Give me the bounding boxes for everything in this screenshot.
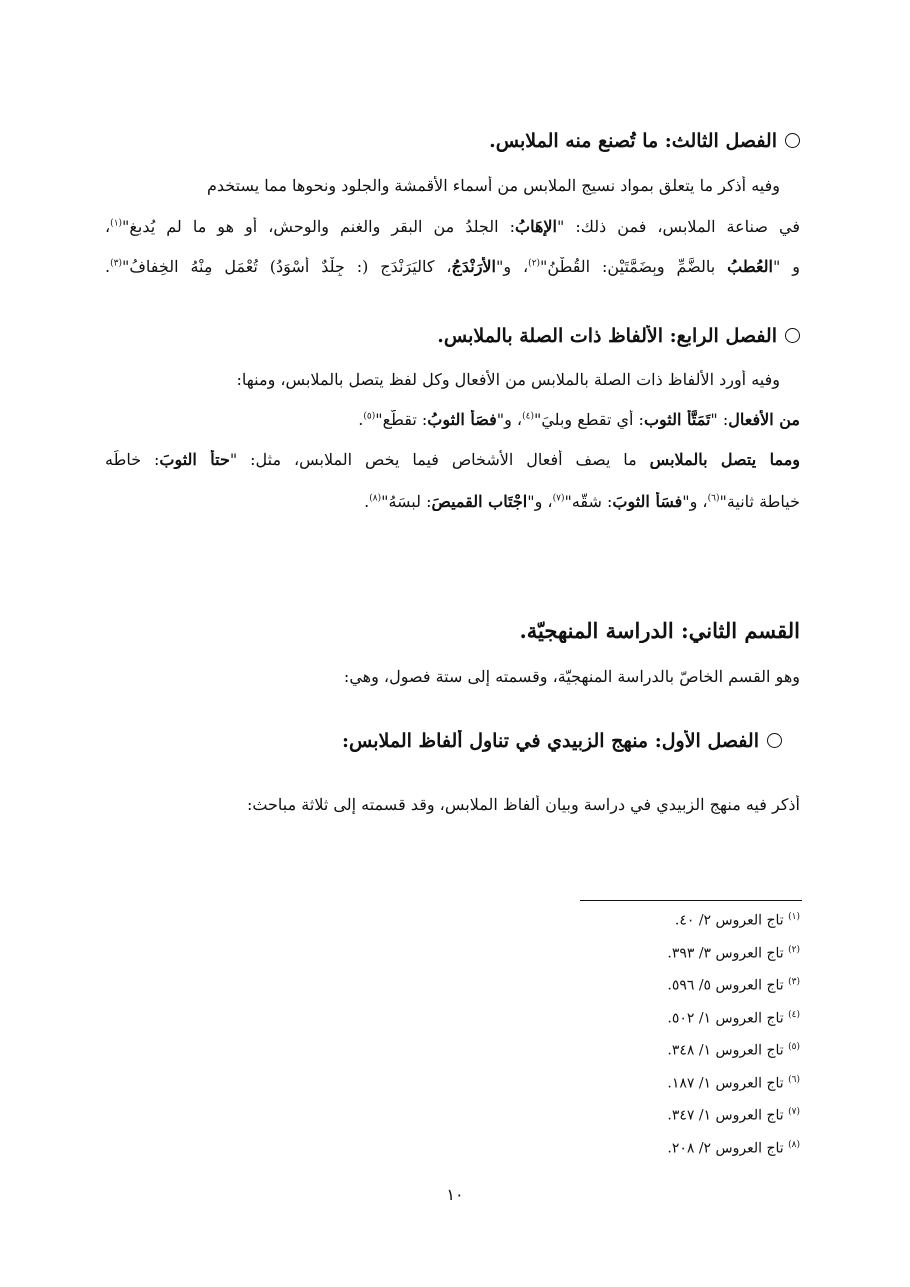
part2-ch1-text [105,795,800,814]
c4l3-part-d: : خاطَه [105,450,160,469]
footnote-text: تاج العروس ١/ ٣٤٨. [667,1042,789,1059]
footnote-text: تاج العروس ٥/ ٥٩٦. [667,977,789,994]
footnote-item [667,1042,800,1059]
term-ihab: الإهَابُ [515,217,557,236]
footnote-item [667,1140,800,1157]
footnote-item [675,912,800,929]
page-number: ١٠ [446,1185,464,1204]
chapter4-line1-text: وفيه أورد الألفاظ ذات الصلة بالملابس من الأفعال وكل لفظ يتصل بالملابس، ومنها: [236,370,780,389]
circle-bullet-icon [785,133,800,148]
chapter3-line3 [105,257,800,276]
c3l3-part-c: بالضَّمِّ وبِضَمَّتَيْن: القُطْنُ" [540,257,728,276]
footnote-text: تاج العروس ١/ ٣٤٧. [667,1107,789,1124]
footnote-text: تاج العروس ٢/ ٢٠٨. [667,1140,789,1157]
footnote-number: (٢) [788,944,800,955]
c4l2-part-b: : " [710,410,729,429]
footnote-ref-5[interactable]: (٥) [363,411,376,422]
label-related: ومما يتصل بالملابس [649,450,800,469]
term-tamatta: تَمَتَّأ الثوب [643,410,711,429]
c4l4-part-d: : شقّه" [564,492,613,511]
footnote-text: تاج العروس ٢/ ٤٠. [674,912,789,929]
chapter4-heading-text: الفصل الرابع: الألفاظ ذات الصلة بالملابس. [437,325,777,347]
footnote-number: (٥) [788,1042,800,1052]
c4l2-part-h: . [358,410,364,429]
footnote-item [667,1107,800,1124]
chapter3-heading [105,130,800,152]
c3l2-part-c: : الجلدُ من البقر والغنم والوحش، أو هو ما لم يُدبغ" [122,217,516,236]
c4l4-part-b: ، و" [682,492,708,511]
term-ijtab: اجْتَاب القميصَ [431,492,528,511]
footnote-text: تاج العروس ١/ ٥٠٢. [667,1010,789,1027]
term-fasaa: فسَأَ الثوبَ [612,492,683,511]
circle-bullet-icon [785,328,800,343]
part2-ch1-heading [105,730,782,752]
c4l2-part-d: : أي تقطع وبليَ" [533,410,644,429]
term-fasa: فصَأَ الثوبُ [427,410,497,429]
footnote-ref-4[interactable]: (٤) [522,411,534,422]
c4l4-part-g: : لبسَهُ" [381,492,432,511]
footnote-separator [580,900,802,901]
footnote-number: (١) [788,912,800,922]
c3l3-part-a: و " [773,257,800,276]
term-utub: العُطبُ [727,257,773,276]
footnote-ref-2[interactable]: (٢) [528,258,541,269]
term-arandaj: الأَرَنْدَجُ [451,257,496,276]
footnote-item [667,1010,800,1027]
term-hata: حتأ الثوبَ [159,450,230,469]
chapter4-line2 [105,410,800,429]
circle-bullet-icon [767,733,782,748]
footnote-item [667,977,800,994]
c4l4-part-h: . [364,492,370,511]
chapter4-line4 [105,492,800,511]
chapter3-line1 [105,176,780,195]
footnote-number: (٤) [788,1009,800,1020]
chapter4-line3 [105,450,800,469]
part2-ch1-text-content: أذكر فيه منهج الزبيدي في دراسة وبيان ألفاظ الملابس، وقد قسمته إلى ثلاثة مباحث: [246,795,800,814]
footnote-number: (٨) [788,1139,800,1150]
chapter3-heading-text: الفصل الثالث: ما تُصنع منه الملابس. [489,130,777,152]
footnote-item [667,1075,800,1092]
c3l3-part-g: . [105,257,111,276]
footnote-ref-6[interactable]: (٦) [707,493,720,504]
c4l2-part-e: ، و" [496,410,523,429]
c3l3-part-d: ، و" [496,257,529,276]
footnote-ref-8[interactable]: (٨) [369,493,382,504]
footnote-item [667,945,800,962]
footnote-ref-3[interactable]: (٣) [110,258,122,269]
footnote-number: (٧) [788,1107,800,1117]
footnote-number: (٦) [788,1074,800,1085]
c3l3-part-f: ، كاليَرَنْدَج (: جِلْدٌ أَسْوَدُ) تُعْمَل مِنْهُ الخِفافُ" [121,257,452,276]
footnote-ref-7[interactable]: (٧) [552,493,565,504]
chapter3-line2 [105,217,800,236]
footnote-number: (٣) [788,977,800,987]
c3l2-part-a: في صناعة الملابس، فمن ذلك: " [556,217,800,236]
part2-title-text: القسم الثاني: الدراسة المنهجيّة. [519,618,800,643]
c4l3-part-b: ما يصف أفعال الأشخاص فيما يخص الملابس، مثل: " [229,450,650,469]
footnote-ref-1[interactable]: (١) [110,218,123,229]
chapter4-heading [105,325,800,347]
c4l2-part-g: : تقطّع" [375,410,428,429]
chapter4-line1 [105,370,780,389]
part2-intro-text: وهو القسم الخاصّ بالدراسة المنهجيّة، وقسمته إلى ستة فصول، وهي: [343,667,800,686]
part2-title [105,618,800,643]
footnote-text: تاج العروس ١/ ١٨٧. [667,1075,789,1092]
part2-intro [105,667,800,686]
c4l4-part-e: ، و" [527,492,553,511]
c4l4-part-a: خياطة ثانية" [719,492,800,511]
chapter3-line1-text: وفيه أذكر ما يتعلق بمواد نسيج الملابس من أسماء الأقمشة والجلود ونحوها مما يستخدم [207,176,780,195]
footnote-text: تاج العروس ٣/ ٣٩٣. [667,945,789,962]
part2-ch1-heading-text: الفصل الأول: منهج الزبيدي في تناول ألفاظ الملابس: [342,730,759,752]
c3l2-part-d: ، [105,217,111,236]
label-verbs: من الأفعال [728,410,800,429]
